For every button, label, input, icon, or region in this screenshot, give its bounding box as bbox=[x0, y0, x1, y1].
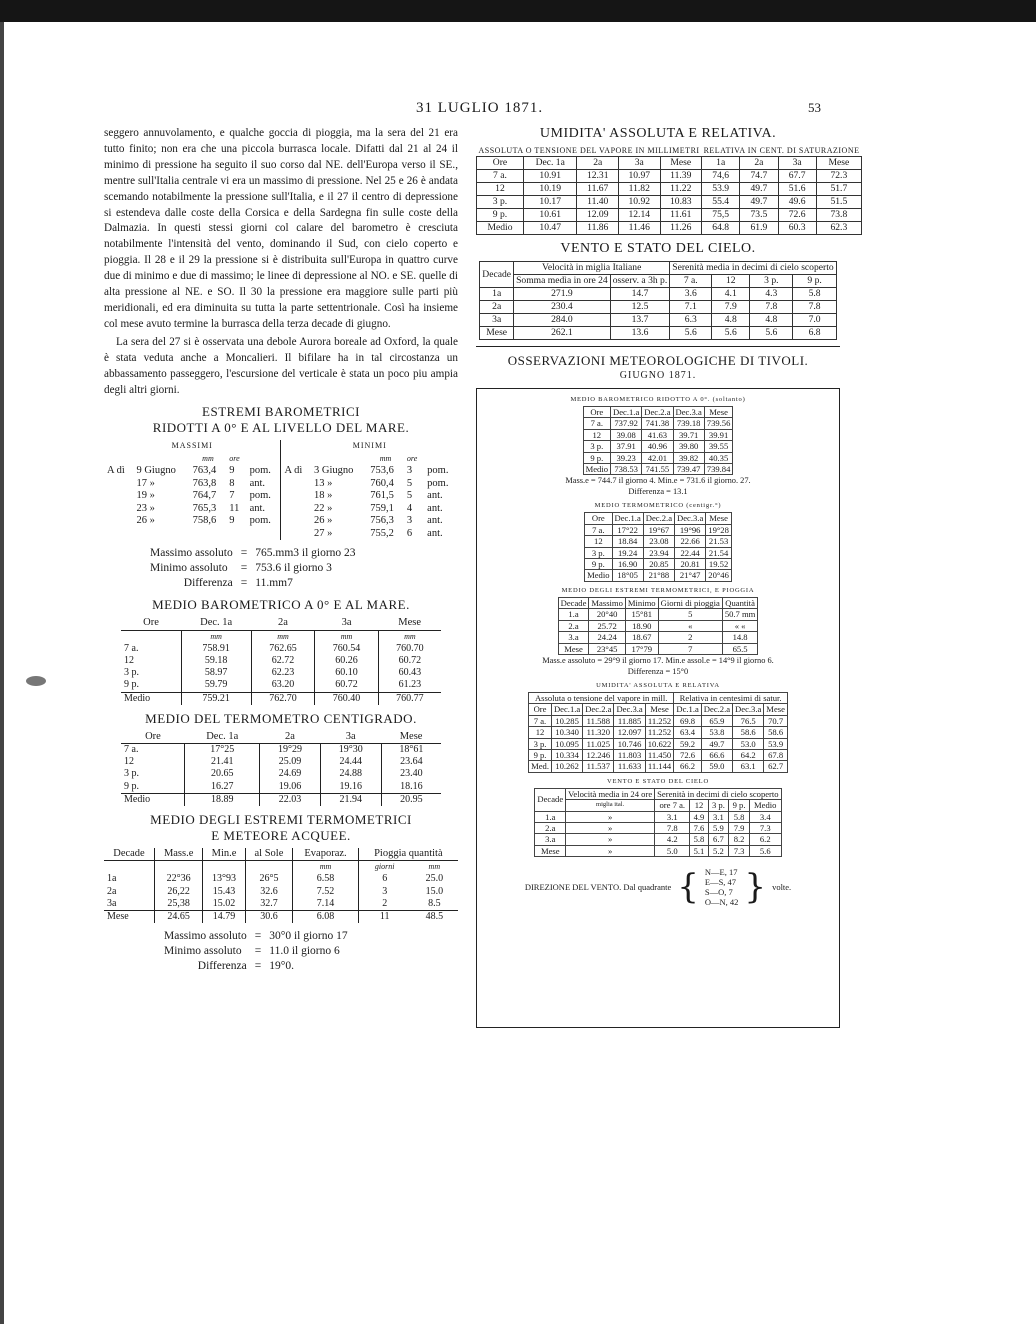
humidity-table: ASSOLUTA O TENSIONE DEL VAPORE IN MILLIMETRI RELATIVA IN CENT. DI SATURAZIONE Ore Dec. 1a 2a 3a Mese 1a 2a 3a Mese 7 a. 10.91 12.31 10.97 11.39 74,6 74.7 67.7 72.3 12 10.19 11.67 11.82 11.22 53.9 49.7 51.6 51.7 3 p. 10.17 11.40 10.92 10.83 55.4 49.7 49.6 51.5 9 p. 10.61 12.09 12.14 11.61 75,5 73.5 72.6 73.8 Medio 10.47 11.86 11.46 11.26 64.8 61.9 60.3 62.3 bbox=[478, 146, 860, 233]
wind-direction-suffix: volte. bbox=[772, 881, 792, 892]
table-row: 9 p. 10.334 12.246 11.803 11.450 72.6 66.6 64.2 67.8 bbox=[529, 749, 788, 760]
table-row: 12 18.84 23.08 22.66 21.53 bbox=[585, 536, 732, 547]
box-section-title: UMIDITA' ASSOLUTA E RELATIVA bbox=[596, 681, 720, 689]
page-number: 53 bbox=[808, 100, 821, 115]
section-title: MEDIO BAROMETRICO A 0° E AL MARE. bbox=[152, 597, 410, 613]
box-note: Mass.e assoluto = 29°9 il giorno 17. Min.e assol.e = 14°9 il giorno 6. bbox=[542, 655, 774, 665]
left-brace: { bbox=[677, 867, 699, 908]
table-row: 9 p. 59.79 63.20 60.72 61.23 bbox=[121, 679, 441, 692]
section-title: OSSERVAZIONI METEOROLOGICHE DI TIVOLI. bbox=[507, 353, 809, 368]
table-row: 12 21.41 25.09 24.44 23.64 bbox=[121, 756, 441, 768]
table-row: 2a 230.4 12.5 7.1 7.9 7.8 7.8 bbox=[480, 301, 836, 314]
tivoli-humidity-table: Assoluta o tensione del vapore in mill. Relativa in centesimi di satur. Ore Dec.1.a Dec.2.a Dec.3.a Mese Dc.1.a Dec.2.a Dec.3.a Mese 7 a. 10.285 11.588 11.885 11.252 69.8 65.9 76.5 70.7 12 10.340 11.320 12.097 11.252 63.4 53.8 58.6 58.6 3 p. 10.095 11.025 10.746 10.622 59.2 49.7 53.0 53.9 9 p. 10.334 12.246 11.803 11.450 72.6 66.6 64.2 67.8 Med. 10.262 11.537 11.633 11.144 66.2 59.0 63.1 62.7 bbox=[528, 692, 788, 773]
text-paragraph: La sera del 27 si è osservata una debole Aurora boreale ad Oxford, la quale è stata veduta anche a Moncalieri. Il bifilare ha in tal circostanza un abbassamento passeggero, l'escursione del verticale è stata un poco piu ampia degli altri giorni. bbox=[104, 335, 458, 396]
table-row: 23 » 765,3 11 ant. 22 » 759,1 4 ant. bbox=[136, 502, 443, 514]
table-row: 3 p. 20.65 24.69 24.88 23.40 bbox=[121, 768, 441, 780]
table-row: 3a 25,38 15.02 32.7 7.14 2 8.5 bbox=[104, 898, 458, 911]
table-row: 3 p. 19.24 23.94 22.44 21.54 bbox=[585, 547, 732, 558]
table-row: 2a 26,22 15.43 32.6 7.52 3 15.0 bbox=[104, 886, 458, 898]
table-row: 9 p. 16.90 20.85 20.81 19.52 bbox=[585, 559, 732, 570]
scan-left-edge bbox=[0, 22, 4, 1324]
section-title: VENTO E STATO DEL CIELO. bbox=[560, 241, 756, 256]
barometric-mean-table: Ore Dec. 1a 2a 3a Mese mm mm mm mm 7 a. 758.91 762.65 760.54 760.70 12 59.18 62.72 60.26 60.72 3 p. 58.97 62.23 60.10 60.43 9 p. 59.79 63.20 60.72 61.23 Medio 759.21 762.70 760.40 760.77 bbox=[121, 617, 441, 704]
table-row: 7 a. 10.285 11.588 11.885 11.252 69.8 65.9 76.5 70.7 bbox=[529, 715, 788, 726]
table-row: 12 59.18 62.72 60.26 60.72 bbox=[121, 655, 441, 667]
table-row: 9 p. 10.61 12.09 12.14 11.61 75,5 73.5 72.6 73.8 bbox=[477, 209, 862, 222]
min-header: MINIMI bbox=[281, 440, 458, 453]
max-header: MASSIMI bbox=[171, 441, 213, 451]
table-row: 2.a » 7.8 7.6 5.9 7.9 7.3 bbox=[535, 822, 781, 833]
table-row: 9 p. 39.23 42.01 39.82 40.35 bbox=[583, 452, 733, 463]
section-title: MEDIO DEL TERMOMETRO CENTIGRADO. bbox=[145, 710, 417, 726]
table-row: 3 p. 37.91 40.96 39.80 39.55 bbox=[583, 441, 733, 452]
table-row: 27 » 755,2 6 ant. bbox=[104, 528, 458, 541]
wind-direction-label: DIREZIONE DEL VENTO. Dal quadrante bbox=[524, 881, 672, 892]
tivoli-thermometric-table: Ore Dec.1.a Dec.2.a Dec.3.a Mese 7 a. 17°22 19°67 19°96 19°28 12 18.84 23.08 22.66 21.53 3 p. 19.24 23.94 22.44 21.54 9 p. 16.90 20.85 20.81 19.52 Medio 18°05 21°88 21°47 20°46 bbox=[584, 512, 732, 581]
table-row: Mese 23°45 17°79 7 65.5 bbox=[558, 643, 758, 654]
table-row: 7 a. 737.92 741.38 739.18 739.56 bbox=[583, 418, 733, 429]
box-section-title: MEDIO TERMOMETRICO (centigr.°) bbox=[594, 502, 722, 510]
section-subtitle: GIUGNO 1871. bbox=[619, 370, 697, 381]
thermometer-mean-table: Ore Dec. 1a 2a 3a Mese 7 a. 17°25 19°29 19°30 18°61 12 21.41 25.09 24.44 23.64 3 p. 20.65 24.69 24.88 23.40 9 p. 16.27 19.06 19.16 18.16 Medio 18.89 22.03 21.94 20.95 bbox=[121, 731, 441, 806]
table-row: Med. 10.262 11.537 11.633 11.144 66.2 59.0 63.1 62.7 bbox=[529, 761, 788, 772]
box-section-title: MEDIO BAROMETRICO RIDOTTO A 0°. (soltanto) bbox=[570, 396, 746, 403]
section-title: UMIDITA' ASSOLUTA E RELATIVA. bbox=[539, 126, 777, 141]
box-note: Mass.e = 744.7 il giorno 4. Min.e = 731.6 il giorno. 27. bbox=[565, 476, 751, 486]
table-row: Mese » 5.0 5.1 5.2 7.3 5.6 bbox=[535, 845, 781, 856]
divider bbox=[476, 346, 840, 347]
table-row: Medio 18°05 21°88 21°47 20°46 bbox=[585, 570, 732, 581]
right-brace: } bbox=[744, 867, 767, 908]
box-note: Differenza = 15°0 bbox=[627, 666, 689, 676]
table-row: 12 10.19 11.67 11.82 11.22 53.9 49.7 51.6 51.7 bbox=[477, 183, 862, 196]
barometric-summary: Massimo assoluto = 765.mm3 il giorno 23 Minimo assoluto = 753.6 il giorno 3 Differenza = 11.mm7 bbox=[150, 547, 356, 590]
table-row: 3 p. 10.17 11.40 10.92 10.83 55.4 49.7 49.6 51.5 bbox=[477, 196, 862, 209]
left-column bbox=[104, 126, 458, 980]
table-row: Mese 262.1 13.6 5.6 5.6 5.6 6.8 bbox=[480, 327, 836, 340]
table-row: A dì 9 Giugno 763,4 9 pom. A dì 3 Giugno 753,6 3 pom. bbox=[107, 465, 449, 477]
table-row: 17 » 763,8 8 ant. 13 » 760,4 5 pom. bbox=[136, 477, 449, 489]
right-column bbox=[476, 126, 860, 1028]
section-title: ESTREMI BAROMETRICI RIDOTTI A 0° E AL LIVELLO DEL MARE. bbox=[152, 404, 410, 436]
page-header bbox=[0, 100, 1036, 120]
table-row: 12 39.08 41.63 39.71 39.91 bbox=[583, 429, 733, 440]
tivoli-extremes-table: Decade Massimo Minimo Giorni di pioggia Quantità 1.a 20°40 15°81 5 50.7 mm 2.a 25.72 18.90 « « « 3.a 24.24 18.67 2 14.8 Mese 23°45 17°79 7 65.5 bbox=[558, 597, 759, 655]
wind-direction bbox=[485, 867, 831, 907]
table-row: 1.a 20°40 15°81 5 50.7 mm bbox=[558, 609, 758, 620]
table-row: 3a 284.0 13.7 6.3 4.8 4.8 7.0 bbox=[480, 314, 836, 327]
section-title: MEDIO DEGLI ESTREMI TERMOMETRICI E METEORE ACQUEE. bbox=[150, 812, 412, 844]
tivoli-wind-table: Decade Velocità media in 24 ore Serenità in decimi di cielo scoperto miglia ital. ore 7 a. 12 3 p. 9 p. Medio 1.a » 3.1 4.9 3.1 5.8 3.4 2.a » 7.8 7.6 5.9 7.9 7.3 3.a » 4.2 5.8 6.7 8.2 6.2 Mese » 5.0 5.1 5.2 7.3 5.6 bbox=[534, 788, 781, 857]
thermometric-extremes-table: Decade Mass.e Min.e al Sole Evaporaz. Pioggia quantità mm giorni mm 1a 22°36 13°93 26°5 6.58 6 25.0 2a 26,22 15.43 32.6 7.52 3 15.0 3a 25,38 15.02 32.7 7.14 2 8.5 Mese 24.65 14.79 30.6 6.08 11 48.5 bbox=[104, 848, 458, 923]
tivoli-barometric-table: Ore Dec.1.a Dec.2.a Dec.3.a Mese 7 a. 737.92 741.38 739.18 739.56 12 39.08 41.63 39.71 39.91 3 p. 37.91 40.96 39.80 39.55 9 p. 39.23 42.01 39.82 40.35 Medio 738.53 741.55 739.47 739.84 bbox=[583, 406, 734, 475]
text-paragraph: seggero annuvolamento, e qualche goccia di pioggia, ma la sera del 21 era tutto finito; non era che una piccola burrasca locale. Difatti dal 21 al 24 il minimo di pressione ha seguito il suo corso dal NE. dell'Europa verso il SE., mentre sull'Italia centrale vi era un massimo di pressione. Nel 25 e 26 è andata scemando notabilmente la pressione sull'Italia, e il 27 il centro di depressione si estendeva dalle coste della Corsica e della Sardegna fin sulle coste della Dalmazia. In questi stessi giorni col calare del barometro è cresciuta notabilmente l'intensità del vento, dominando il Sud, con cielo coperto e pioggia. Il 28 e il 29 la pressione si è distribuita sull'Europa in quattro curve due di minimo e due di massimo; le linee di depressione al NO. e SE. quelle di alta pressione al NE. e SO. Il 30 la pressione era maggiore sulle parti più meridionali, ed era diminuita su tutta la parte settentrionale. Così ha insieme col mese avuto termine la burrasca della terza decade di giugno. bbox=[104, 127, 458, 330]
scan-top-border bbox=[0, 0, 1036, 22]
table-row: 12 10.340 11.320 12.097 11.252 63.4 53.8 58.6 58.6 bbox=[529, 727, 788, 738]
table-row: 2.a 25.72 18.90 « « « bbox=[558, 620, 758, 631]
box-note: Differenza = 13.1 bbox=[628, 487, 688, 497]
wind-sky-table: Decade Velocità in miglia Italiane Serenità media in decimi di cielo scoperto Somma medìa in ore 24 osserv. a 3h p. 7 a. 12 3 p. 9 p. 1a 271.9 14.7 3.6 4.1 4.3 5.8 2a 230.4 12.5 7.1 7.9 7.8 7.8 3a 284.0 13.7 6.3 4.8 4.8 7.0 Mese 262.1 13.6 5.6 5.6 5.6 6.8 bbox=[479, 261, 836, 340]
barometric-extremes-table: MASSIMI MINIMI mm ore mm ore A dì 9 Giugno 763,4 9 pom. A dì 3 Giugno 753,6 3 pom. 17 » 763,8 8 ant. 13 » 760,4 5 pom. 19 » 764,7 7 pom. 18 » 761,5 5 ant. 23 » 765,3 11 ant. 22 » 759,1 4 ant. 26 » 758,6 9 pom. 26 » 756,3 3 ant. 27 » 755,2 6 ant. bbox=[104, 440, 458, 540]
table-row: 26 » 758,6 9 pom. 26 » 756,3 3 ant. bbox=[136, 515, 443, 527]
table-row: 7 a. 17°22 19°67 19°96 19°28 bbox=[585, 524, 732, 535]
table-row: 1a 22°36 13°93 26°5 6.58 6 25.0 bbox=[104, 873, 458, 885]
table-row: 3 p. 10.095 11.025 10.746 10.622 59.2 49.7 53.0 53.9 bbox=[529, 738, 788, 749]
table-row: 3.a » 4.2 5.8 6.7 8.2 6.2 bbox=[535, 834, 781, 845]
table-row: 1.a » 3.1 4.9 3.1 5.8 3.4 bbox=[535, 811, 781, 822]
wind-direction-values: N—E, 17 E—S, 47 S—O, 7 O—N, 42 bbox=[704, 867, 739, 908]
table-row: Medio 759.21 762.70 760.40 760.77 bbox=[121, 692, 441, 705]
table-row: 7 a. 17°25 19°29 19°30 18°61 bbox=[121, 744, 441, 757]
table-row: Medio 18.89 22.03 21.94 20.95 bbox=[121, 793, 441, 806]
thermometric-summary: Massimo assoluto = 30°0 il giorno 17 Minimo assoluto = 11.0 il giorno 6 Differenza = 19°0. bbox=[164, 930, 348, 973]
table-row: 7 a. 10.91 12.31 10.97 11.39 74,6 74.7 67.7 72.3 bbox=[477, 170, 862, 183]
table-row: 3.a 24.24 18.67 2 14.8 bbox=[558, 632, 758, 643]
page-title: 31 LUGLIO 1871. bbox=[416, 100, 544, 116]
table-row: Medio 10.47 11.86 11.46 11.26 64.8 61.9 60.3 62.3 bbox=[477, 222, 862, 235]
table-row: Medio 738.53 741.55 739.47 739.84 bbox=[583, 464, 733, 475]
box-section-title: VENTO E STATO DEL CIELO bbox=[607, 777, 709, 785]
table-row: 19 » 764,7 7 pom. 18 » 761,5 5 ant. bbox=[136, 490, 443, 502]
table-row: 9 p. 16.27 19.06 19.16 18.16 bbox=[121, 781, 441, 794]
tivoli-box bbox=[476, 388, 840, 1028]
box-section-title: MEDIO DEGLI ESTREMI TERMOMETRICI, E PIOGGIA bbox=[561, 586, 755, 594]
table-row: 7 a. 758.91 762.65 760.54 760.70 bbox=[121, 643, 441, 655]
table-row: 3 p. 58.97 62.23 60.10 60.43 bbox=[121, 667, 441, 679]
table-row: Mese 24.65 14.79 30.6 6.08 11 48.5 bbox=[104, 911, 458, 924]
margin-mark bbox=[26, 676, 46, 686]
table-row: 1a 271.9 14.7 3.6 4.1 4.3 5.8 bbox=[480, 288, 836, 301]
